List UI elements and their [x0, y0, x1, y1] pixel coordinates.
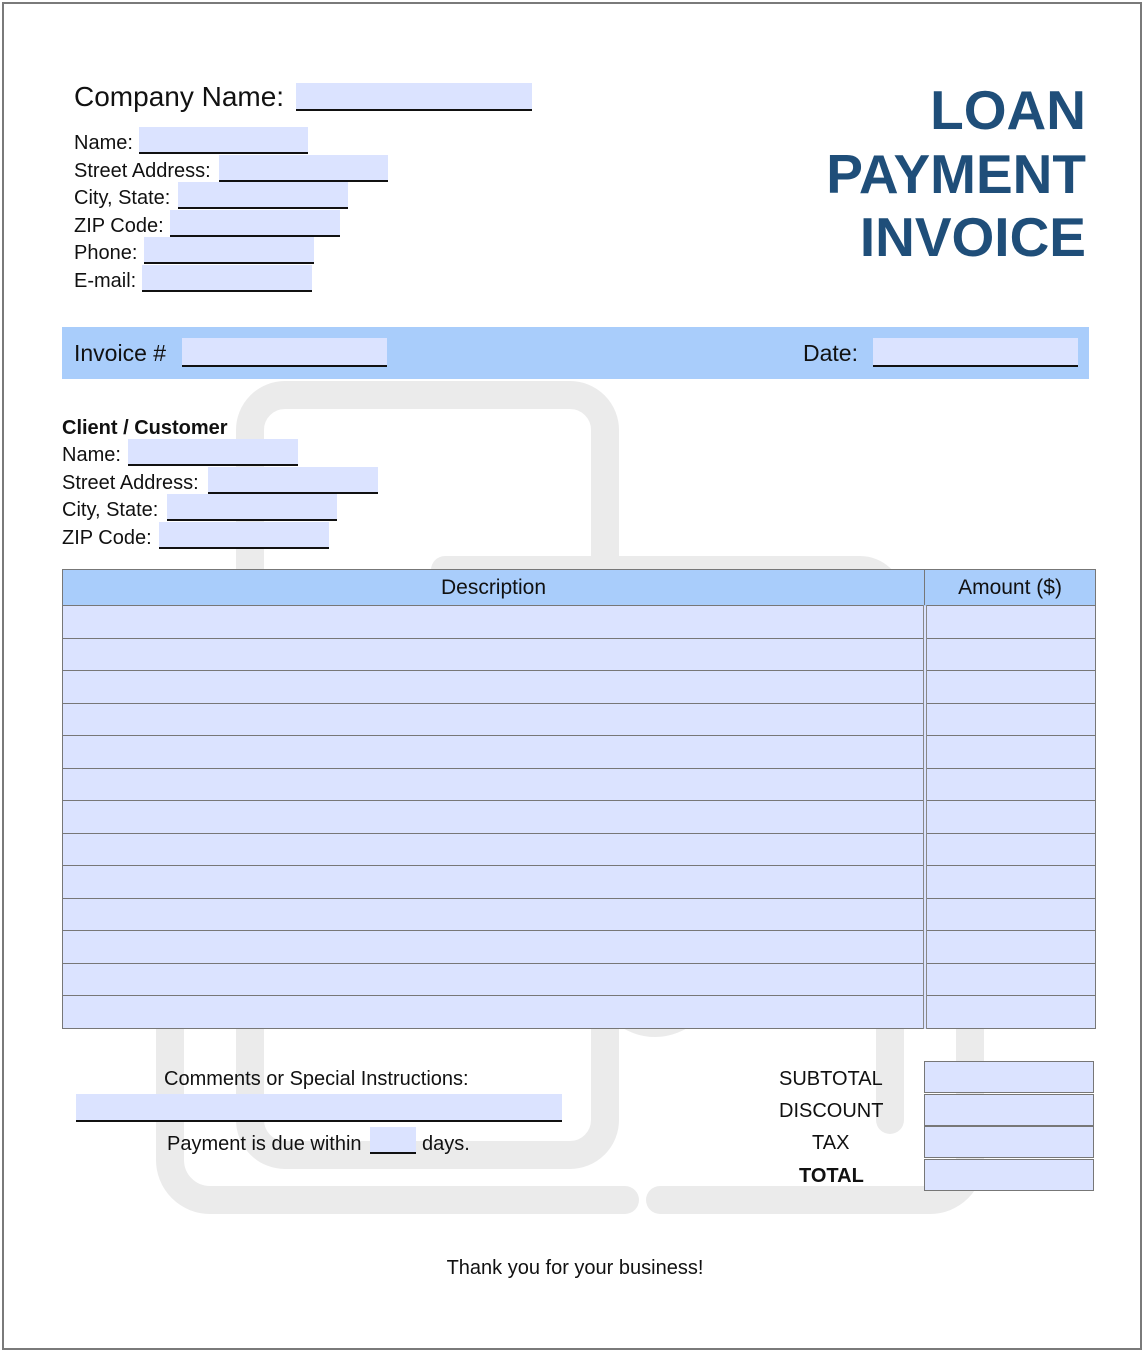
title-line-2: PAYMENT — [826, 143, 1086, 205]
date-input[interactable] — [873, 338, 1078, 367]
table-row — [63, 606, 1096, 639]
total-input[interactable] — [924, 1159, 1094, 1191]
description-cell[interactable] — [63, 833, 925, 866]
comments-label: Comments or Special Instructions: — [164, 1068, 469, 1090]
invoice-number-input[interactable] — [182, 338, 387, 367]
line-items-table — [62, 569, 1096, 1029]
description-cell[interactable] — [63, 898, 925, 931]
company-field-label: Phone: — [74, 242, 138, 264]
amount-cell[interactable] — [925, 671, 1096, 704]
amount-column-header: Amount ($) — [925, 570, 1096, 606]
payment-days-input[interactable] — [370, 1127, 416, 1154]
amount-cell[interactable] — [925, 931, 1096, 964]
title-line-1: LOAN — [930, 79, 1086, 141]
client-field-label: Street Address: — [62, 472, 199, 494]
subtotal-input[interactable] — [924, 1061, 1094, 1093]
description-cell[interactable] — [63, 768, 925, 801]
company-phone-input[interactable] — [144, 237, 314, 264]
description-cell[interactable] — [63, 801, 925, 834]
table-row — [63, 866, 1096, 899]
company-street-input[interactable] — [219, 155, 388, 182]
company-city-input[interactable] — [178, 182, 348, 209]
description-cell[interactable] — [63, 996, 925, 1029]
amount-cell[interactable] — [925, 996, 1096, 1029]
discount-input[interactable] — [924, 1094, 1094, 1126]
amount-cell[interactable] — [925, 606, 1096, 639]
table-row — [63, 963, 1096, 996]
table-row — [63, 736, 1096, 769]
amount-cell[interactable] — [925, 801, 1096, 834]
client-heading: Client / Customer — [62, 417, 228, 439]
description-cell[interactable] — [63, 606, 925, 639]
company-field-label: City, State: — [74, 187, 171, 209]
comments-input[interactable] — [76, 1094, 562, 1122]
description-cell[interactable] — [63, 866, 925, 899]
amount-cell[interactable] — [925, 866, 1096, 899]
client-field-label: Name: — [62, 444, 121, 466]
amount-cell[interactable] — [925, 768, 1096, 801]
invoice-number-label: Invoice # — [74, 340, 167, 366]
company-name-input[interactable] — [139, 127, 308, 154]
client-zip-input[interactable] — [159, 522, 329, 549]
amount-cell[interactable] — [925, 898, 1096, 931]
table-row — [63, 671, 1096, 704]
amount-cell[interactable] — [925, 703, 1096, 736]
description-cell[interactable] — [63, 736, 925, 769]
company-field-label: E-mail: — [74, 270, 137, 292]
company-name-label: Company Name: — [74, 81, 285, 112]
tax-input[interactable] — [924, 1126, 1094, 1158]
amount-cell[interactable] — [925, 638, 1096, 671]
subtotal-label: SUBTOTAL — [779, 1068, 883, 1090]
description-cell[interactable] — [63, 638, 925, 671]
amount-cell[interactable] — [925, 833, 1096, 866]
discount-label: DISCOUNT — [779, 1100, 884, 1122]
invoice-date-band — [62, 327, 1089, 379]
title-line-3: INVOICE — [859, 206, 1086, 268]
amount-cell[interactable] — [925, 963, 1096, 996]
company-field-label: Street Address: — [74, 160, 211, 182]
description-cell[interactable] — [63, 671, 925, 704]
description-column-header: Description — [63, 570, 925, 606]
tax-label: TAX — [812, 1132, 850, 1154]
table-row — [63, 703, 1096, 736]
thank-you-message: Thank you for your business! — [446, 1257, 704, 1279]
description-cell[interactable] — [63, 931, 925, 964]
table-header-row — [63, 570, 1096, 606]
amount-cell[interactable] — [925, 736, 1096, 769]
company-zip-input[interactable] — [170, 210, 340, 237]
client-street-input[interactable] — [208, 467, 378, 494]
company-email-input[interactable] — [142, 265, 312, 292]
client-field-label: ZIP Code: — [62, 527, 152, 549]
table-row — [63, 833, 1096, 866]
table-row — [63, 768, 1096, 801]
payment-due-suffix: days. — [422, 1133, 470, 1155]
company-name-field[interactable] — [296, 83, 532, 111]
date-label: Date: — [803, 340, 858, 366]
description-cell[interactable] — [63, 703, 925, 736]
table-row — [63, 996, 1096, 1029]
description-cell[interactable] — [63, 963, 925, 996]
client-field-label: City, State: — [62, 499, 159, 521]
table-row — [63, 931, 1096, 964]
table-row — [63, 898, 1096, 931]
table-row — [63, 638, 1096, 671]
table-row — [63, 801, 1096, 834]
client-city-input[interactable] — [167, 494, 337, 521]
payment-due-prefix: Payment is due within — [167, 1133, 362, 1155]
company-field-label: ZIP Code: — [74, 215, 164, 237]
company-field-label: Name: — [74, 132, 133, 154]
client-name-input[interactable] — [128, 439, 298, 466]
total-label: TOTAL — [799, 1165, 864, 1187]
